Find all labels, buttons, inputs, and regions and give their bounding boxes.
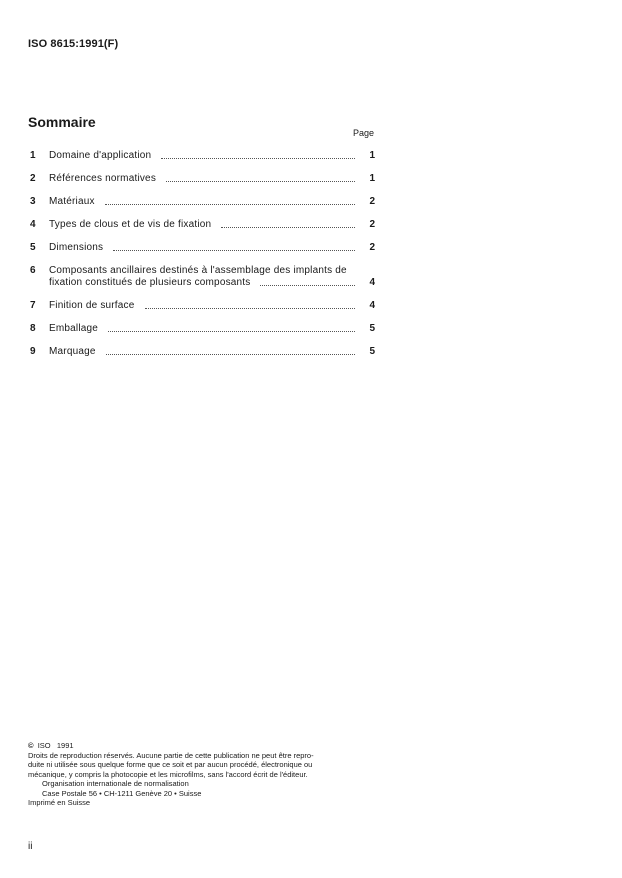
toc-entry-page: 2 xyxy=(369,219,375,230)
toc-title: Sommaire xyxy=(28,114,96,130)
table-of-contents xyxy=(30,150,375,369)
toc-entry-page: 4 xyxy=(369,277,375,288)
toc-entry-number: 5 xyxy=(30,242,36,253)
dot-leader xyxy=(108,331,355,332)
toc-entry-number: 1 xyxy=(30,150,36,161)
toc-entry-label-line2: fixation constitués de plusieurs composants xyxy=(49,277,251,288)
dot-leader xyxy=(221,227,355,228)
page-folio: ii xyxy=(28,841,33,852)
document-identifier: ISO 8615:1991(F) xyxy=(28,38,119,50)
dot-leader xyxy=(106,354,355,355)
toc-entry-page: 1 xyxy=(369,173,375,184)
dot-leader xyxy=(161,158,355,159)
toc-entry-page: 2 xyxy=(369,242,375,253)
rights-line-1: Droits de reproduction réservés. Aucune partie de cette publication ne peut être repro- xyxy=(28,750,314,760)
toc-entry-label: Matériaux xyxy=(49,196,95,207)
dot-leader xyxy=(105,204,355,205)
toc-entry-number: 9 xyxy=(30,346,36,357)
toc-entry-label: Emballage xyxy=(49,323,99,334)
toc-entry-label: Finition de surface xyxy=(49,300,135,311)
toc-entry-number: 8 xyxy=(30,323,36,334)
toc-entry-number: 6 xyxy=(30,265,36,276)
copyright-year: 1991 xyxy=(56,741,74,750)
toc-entry-label: Références normatives xyxy=(49,173,157,184)
toc-entry-label-line1: Composants ancillaires destinés à l'assemblage des implants de xyxy=(49,265,347,276)
toc-entry-6[interactable] xyxy=(30,265,375,289)
org-address: Case Postale 56 • CH-1211 Genève 20 • Suisse xyxy=(42,788,202,798)
toc-entry-1[interactable] xyxy=(30,150,375,162)
dot-leader xyxy=(260,285,355,286)
dot-leader xyxy=(113,250,355,251)
toc-entry-label: Dimensions xyxy=(49,242,104,253)
toc-entry-page: 5 xyxy=(369,323,375,334)
rights-line-2: duite ni utilisée sous quelque forme que ce soit et par aucun procédé, électronique ou xyxy=(28,760,313,769)
org-name: Organisation internationale de normalisation xyxy=(42,779,189,788)
toc-page-heading: Page xyxy=(353,128,375,138)
copyright-line xyxy=(28,741,378,751)
toc-entry-page: 2 xyxy=(369,196,375,207)
toc-entry-number: 2 xyxy=(30,173,36,184)
copyright-symbol: © xyxy=(28,741,34,750)
toc-entry-2[interactable] xyxy=(30,173,375,185)
toc-entry-4[interactable] xyxy=(30,219,375,231)
copyright-org: ISO xyxy=(37,741,51,750)
toc-entry-page: 1 xyxy=(369,150,375,161)
toc-entry-9[interactable] xyxy=(30,346,375,358)
toc-entry-8[interactable] xyxy=(30,323,375,335)
toc-entry-number: 7 xyxy=(30,300,36,311)
toc-entry-label: Marquage xyxy=(49,346,96,357)
toc-entry-3[interactable] xyxy=(30,196,375,208)
toc-entry-label: Types de clous et de vis de fixation xyxy=(49,219,212,230)
dot-leader xyxy=(145,308,355,309)
copyright-notice xyxy=(28,741,378,808)
toc-entry-5[interactable] xyxy=(30,242,375,254)
toc-entry-page: 4 xyxy=(369,300,375,311)
toc-entry-number: 4 xyxy=(30,219,36,230)
rights-line-3: mécanique, y compris la photocopie et les microfilms, sans l'accord écrit de l'éditeur. xyxy=(28,769,308,779)
toc-entry-number: 3 xyxy=(30,196,36,207)
toc-entry-7[interactable] xyxy=(30,300,375,312)
dot-leader xyxy=(166,181,355,182)
toc-entry-label: Domaine d'application xyxy=(49,150,152,161)
toc-entry-page: 5 xyxy=(369,346,375,357)
printed-in: Imprimé en Suisse xyxy=(28,798,91,807)
